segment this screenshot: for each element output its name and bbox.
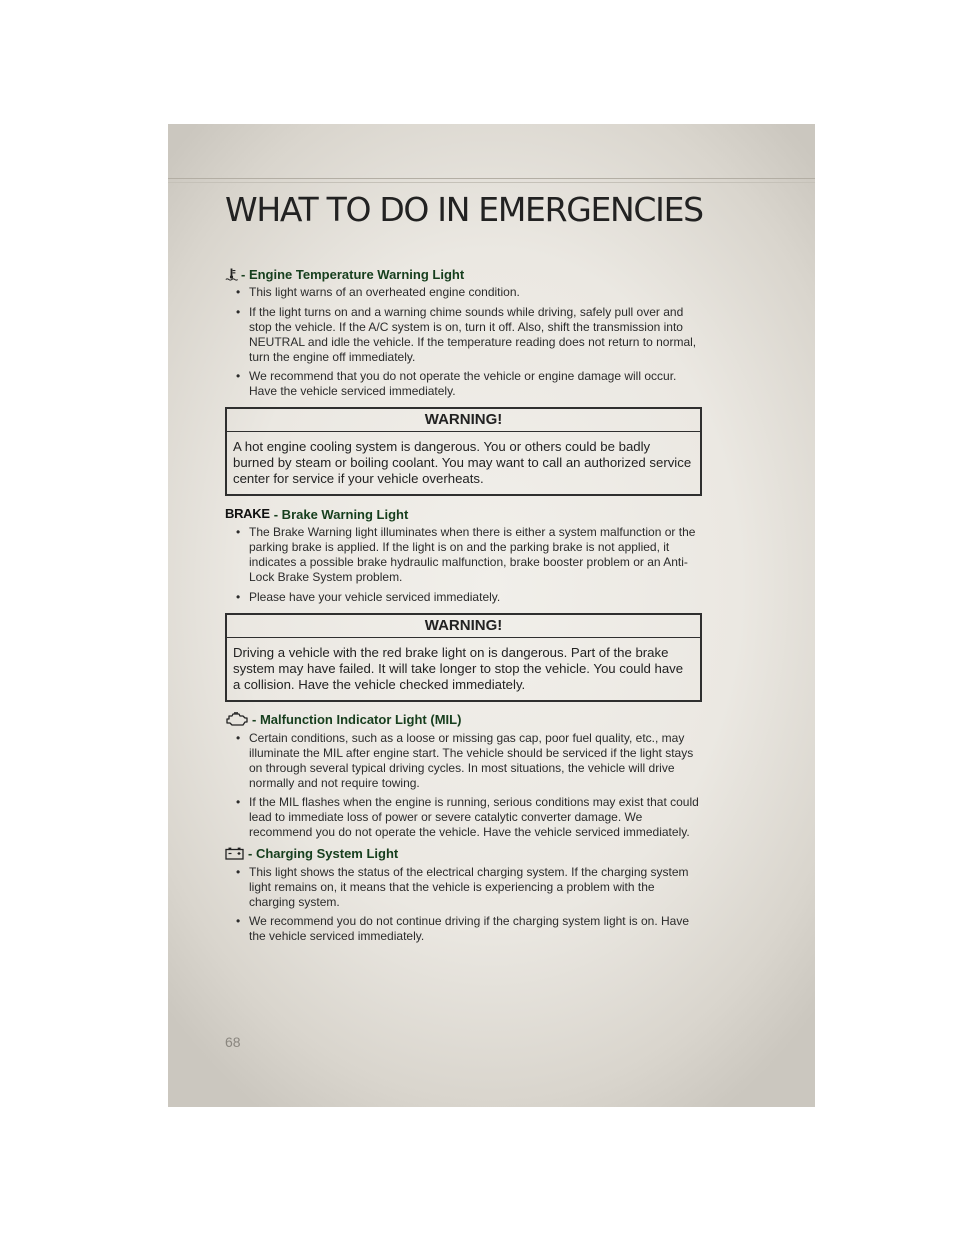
bullet-list <box>225 865 702 945</box>
section-heading-text: - Malfunction Indicator Light (MIL) <box>252 712 462 727</box>
section-heading-engine-temperature <box>225 265 702 283</box>
battery-icon <box>225 847 245 860</box>
engine-check-icon <box>225 712 249 727</box>
page-content <box>225 265 702 949</box>
section-heading-text: - Charging System Light <box>248 846 399 861</box>
bullet-list <box>225 285 702 399</box>
brake-text-icon: BRAKE <box>225 505 270 521</box>
section-heading-mil <box>225 711 702 729</box>
section-heading-text: - Brake Warning Light <box>273 506 409 522</box>
list-item: • If the MIL flashes when the engine is running, serious conditions may exist that could lead to immediate loss of power or severe catalytic converter damage. We recommend you do not operate the vehicle. Have the vehicle serviced immediately. <box>225 795 702 840</box>
warning-title: WARNING! <box>227 615 700 638</box>
list-item: • Certain conditions, such as a loose or missing gas cap, poor fuel quality, etc., may illuminate the MIL after engine start. The vehicle should be serviced if the light stays on through several typical driving cycles. In most situations, the vehicle will drive normally and not require towing. <box>225 731 702 791</box>
list-item: • If the light turns on and a warning chime sounds while driving, safely pull over and stop the vehicle. If the A/C system is on, turn it off. Also, shift the transmission into NEUTRAL and idle the vehicle. If the temperature reading does not return to normal, turn the engine off immediately. <box>225 305 702 365</box>
list-item: • This light warns of an overheated engine condition. <box>225 285 702 300</box>
warning-text: A hot engine cooling system is dangerous. You or others could be badly burned by steam or boiling coolant. You may want to call an authorized service center for service if your vehicle overheats. <box>233 439 692 486</box>
engine-temperature-icon <box>225 268 238 281</box>
section-heading-charging <box>225 845 702 863</box>
header-rule <box>168 182 815 183</box>
warning-title: WARNING! <box>227 409 700 432</box>
warning-box <box>225 613 702 702</box>
list-item: • This light shows the status of the electrical charging system. If the charging system light remains on, it means that the vehicle is experiencing a problem with the charging system. <box>225 865 702 910</box>
manual-page <box>168 124 815 1107</box>
list-item: • The Brake Warning light illuminates when there is either a system malfunction or the parking brake is applied. If the light is on and the parking brake is not applied, it indicates a possible brake hydraulic malfunction, brake booster problem or an Anti-Lock Brake System problem. <box>225 525 702 585</box>
section-heading-text: - Engine Temperature Warning Light <box>241 266 465 282</box>
list-item: • We recommend you do not continue driving if the charging system light is on. Have the vehicle serviced immediately. <box>225 914 702 944</box>
section-heading-brake <box>225 505 702 523</box>
list-item: • We recommend that you do not operate the vehicle or engine damage will occur. Have the vehicle serviced immediately. <box>225 369 702 399</box>
page-number: 68 <box>225 1034 241 1050</box>
header-rule <box>168 178 815 179</box>
warning-box <box>225 407 702 496</box>
warning-text: Driving a vehicle with the red brake light on is dangerous. Part of the brake system may have failed. It will take longer to stop the vehicle. You could have a collision. Have the vehicle checked immediately. <box>233 644 684 692</box>
bullet-list <box>225 525 702 605</box>
chapter-title: WHAT TO DO IN EMERGENCIES <box>225 190 703 229</box>
list-item: • Please have your vehicle serviced immediately. <box>225 590 702 605</box>
bullet-list <box>225 731 702 841</box>
